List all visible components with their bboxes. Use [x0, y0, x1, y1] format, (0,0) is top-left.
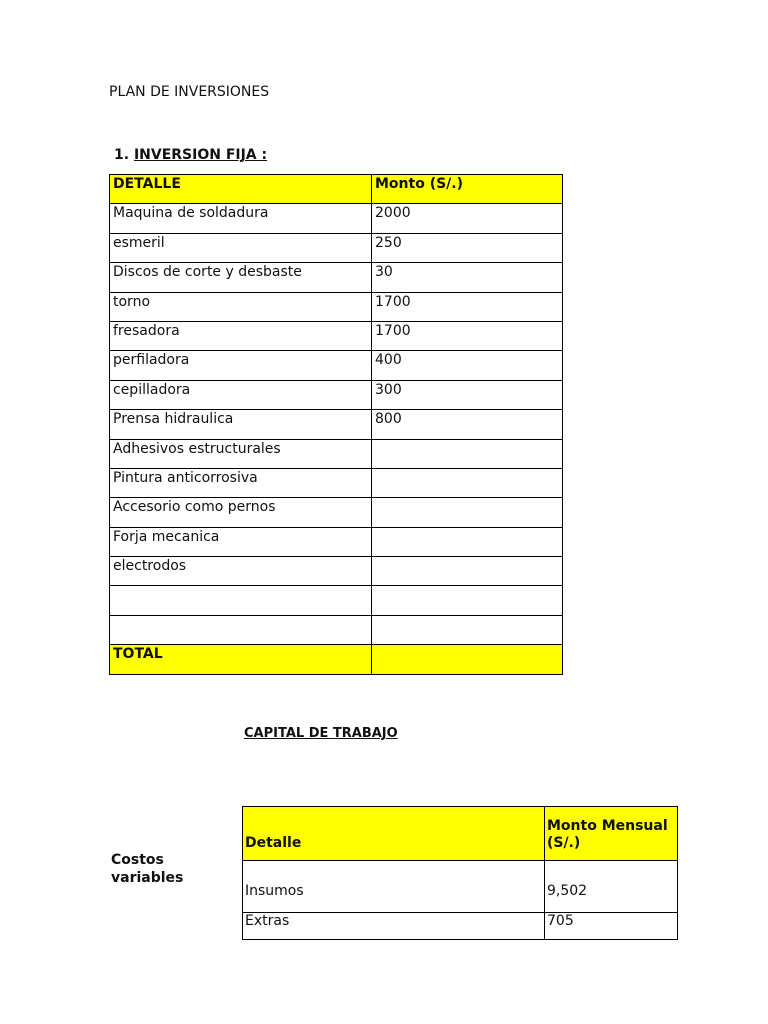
cell-amount: 300: [372, 380, 563, 409]
cell-detail: torno: [110, 292, 372, 321]
cell-amount: 9,502: [545, 861, 678, 913]
row-group-label: Costos variables: [111, 852, 184, 886]
cell-amount: 705: [545, 913, 678, 940]
total-value: [372, 645, 563, 674]
cell-amount: 1700: [372, 321, 563, 350]
cell-detail: fresadora: [110, 321, 372, 350]
cell-detail: Pintura anticorrosiva: [110, 468, 372, 497]
section-heading-fixed-investment: [114, 147, 267, 163]
table-row: [243, 913, 678, 940]
cell-amount: 2000: [372, 204, 563, 233]
cell-detail: electrodos: [110, 557, 372, 586]
working-capital-table: [242, 806, 678, 940]
cell-amount: 400: [372, 351, 563, 380]
cell-detail: esmeril: [110, 233, 372, 262]
cell-detail: cepilladora: [110, 380, 372, 409]
table-header-row: [243, 807, 678, 861]
cell-detail: Insumos: [243, 861, 545, 913]
cell-amount: 30: [372, 263, 563, 292]
cell-amount: [372, 615, 563, 644]
table-row: [110, 204, 563, 233]
cell-amount: 250: [372, 233, 563, 262]
header-detail: DETALLE: [110, 175, 372, 204]
table-row: [110, 557, 563, 586]
section-number: 1.: [114, 147, 130, 163]
section-label: INVERSION FIJA :: [133, 147, 268, 163]
table-row: [110, 351, 563, 380]
cell-amount: [372, 468, 563, 497]
header-detail: Detalle: [243, 807, 545, 861]
cell-detail: Maquina de soldadura: [110, 204, 372, 233]
total-label: TOTAL: [110, 645, 372, 674]
cell-amount: 800: [372, 410, 563, 439]
table-row: [110, 380, 563, 409]
header-monthly-amount: Monto Mensual (S/.): [545, 807, 678, 861]
cell-detail: Forja mecanica: [110, 527, 372, 556]
table-row: [110, 410, 563, 439]
table-total-row: [110, 645, 563, 674]
cell-detail: Prensa hidraulica: [110, 410, 372, 439]
cell-detail: Adhesivos estructurales: [110, 439, 372, 468]
cell-detail: [110, 586, 372, 615]
cell-amount: [372, 439, 563, 468]
cell-detail: [110, 615, 372, 644]
cell-amount: [372, 586, 563, 615]
section-heading-working-capital: CAPITAL DE TRABAJO: [244, 726, 398, 741]
cell-amount: [372, 498, 563, 527]
cell-detail: perfiladora: [110, 351, 372, 380]
table-row: [110, 615, 563, 644]
table-header-row: [110, 175, 563, 204]
cell-amount: 1700: [372, 292, 563, 321]
table-row: [110, 321, 563, 350]
fixed-investment-table: [109, 174, 563, 675]
cell-amount: [372, 527, 563, 556]
table-row: [110, 292, 563, 321]
header-amount: Monto (S/.): [372, 175, 563, 204]
cell-detail: Discos de corte y desbaste: [110, 263, 372, 292]
table-row: [110, 586, 563, 615]
page-title: PLAN DE INVERSIONES: [109, 84, 270, 100]
table-row: [110, 233, 563, 262]
table-row: [110, 498, 563, 527]
table-row: [110, 468, 563, 497]
table-row: [243, 861, 678, 913]
cell-amount: [372, 557, 563, 586]
table-row: [110, 439, 563, 468]
table-row: [110, 527, 563, 556]
cell-detail: Accesorio como pernos: [110, 498, 372, 527]
table-row: [110, 263, 563, 292]
cell-detail: Extras: [243, 913, 545, 940]
